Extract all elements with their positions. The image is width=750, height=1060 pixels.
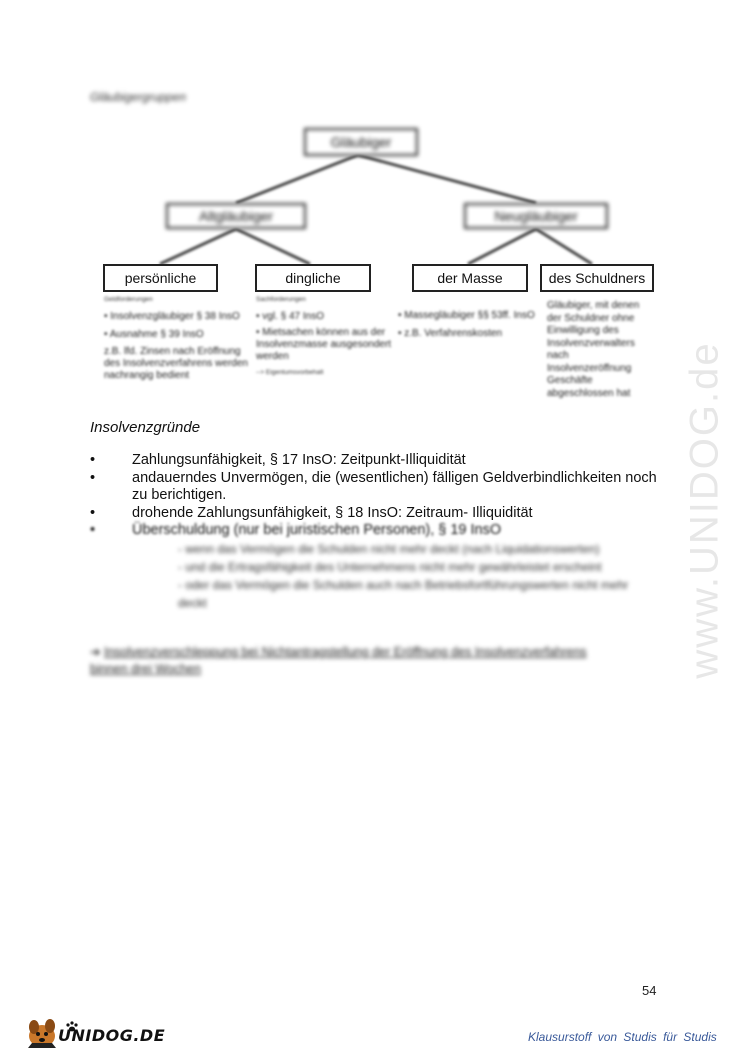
real-item: • Mietsachen können aus der Insolvenzmasse ausgesondert werden (256, 327, 392, 362)
logo-text: UNIDOG.DE (58, 1026, 166, 1045)
footer-tagline: Klausurstoff von Studis für Studis (528, 1030, 717, 1044)
real-subtitle: Sachforderungen (256, 296, 306, 303)
list-item (90, 522, 670, 540)
page-number: 54 (642, 983, 657, 998)
personal-item: • Insolvenzgläubiger § 38 InsO (104, 311, 240, 322)
diagram-heading: Gläubigergruppen (90, 90, 187, 104)
real-item: • vgl. § 47 InsO (256, 311, 324, 322)
debtor-column (547, 300, 651, 400)
list-item-text: drohende Zahlungsunfähigkeit, § 18 InsO: Zeitraum- Illiquidität (132, 504, 533, 521)
list-item-text: Zahlungsunfähigkeit, § 17 InsO: Zeitpunkt-Illiquidität (132, 452, 466, 468)
debtor-note: Gläubiger, mit denen der Schuldner ohne Einwilligung des Insolvenzverwalters nach Insolvenzeröffnung Geschäfte abgeschlossen hat (547, 300, 640, 399)
bullet-dot: • (90, 504, 96, 521)
root-node: Gläubiger (304, 128, 418, 156)
mass-column (398, 308, 543, 341)
dog-mascot-icon (28, 1019, 56, 1048)
watermark: www.UNIDOG.de (682, 341, 727, 679)
mass-item: • z.B. Verfahrenskosten (398, 328, 503, 339)
list-item (90, 452, 670, 470)
insolvency-reasons-list (90, 452, 670, 540)
bullet-dot: • (90, 469, 96, 486)
leaf-node-personal: persönliche (103, 264, 218, 292)
leaf-node-debtor: des Schuldners (540, 264, 654, 292)
conclusion-note (90, 644, 590, 678)
mid-node-left: Altgläubiger (166, 203, 306, 229)
real-note: --> Eigentumsvorbehalt (256, 369, 324, 376)
mid-node-right: Neugläubiger (464, 203, 608, 229)
personal-column (104, 296, 254, 382)
criteria-item: - oder das Vermögen die Schulden auch nach Betriebsfortführungswerten nicht mehr deckt (178, 578, 629, 610)
mass-item: • Massegläubiger §§ 53ff. InsO (398, 310, 535, 321)
creditor-groups-diagram (0, 0, 750, 410)
conclusion-text: Insolvenzverschleppung bei Nichtantragstellung der Eröffnung des Insolvenzverfahrens binnen drei Wochen (90, 645, 587, 676)
personal-item: • Ausnahme § 39 InsO (104, 329, 204, 340)
overindebtedness-criteria (178, 540, 638, 612)
arrow-icon: ➔ (90, 645, 101, 659)
bullet-dot: • (90, 522, 96, 538)
leaf-node-mass: der Masse (412, 264, 528, 292)
list-item-text: andauerndes Unvermögen, die (wesentlichen) fälligen Geldverbindlichkeiten noch zu berichtigen. (132, 469, 657, 503)
personal-note: z.B. lfd. Zinsen nach Eröffnung des Insolvenzverfahrens werden nachrangig bedient (104, 346, 248, 381)
personal-subtitle: Geldforderungen (104, 296, 153, 303)
real-column (256, 296, 396, 376)
leaf-node-real: dingliche (255, 264, 371, 292)
list-item (90, 505, 670, 523)
bullet-dot: • (90, 452, 96, 468)
criteria-item: - wenn das Vermögen die Schulden nicht mehr deckt (nach Liquidationswerten) (178, 542, 600, 556)
criteria-item: - und die Ertragsfähigkeit des Unternehmens nicht mehr gewährleistet erscheint (178, 560, 602, 574)
section-title: Insolvenzgründe (90, 419, 201, 436)
list-item (90, 470, 670, 505)
list-item-text: Überschuldung (nur bei juristischen Personen), § 19 InsO (132, 522, 502, 538)
